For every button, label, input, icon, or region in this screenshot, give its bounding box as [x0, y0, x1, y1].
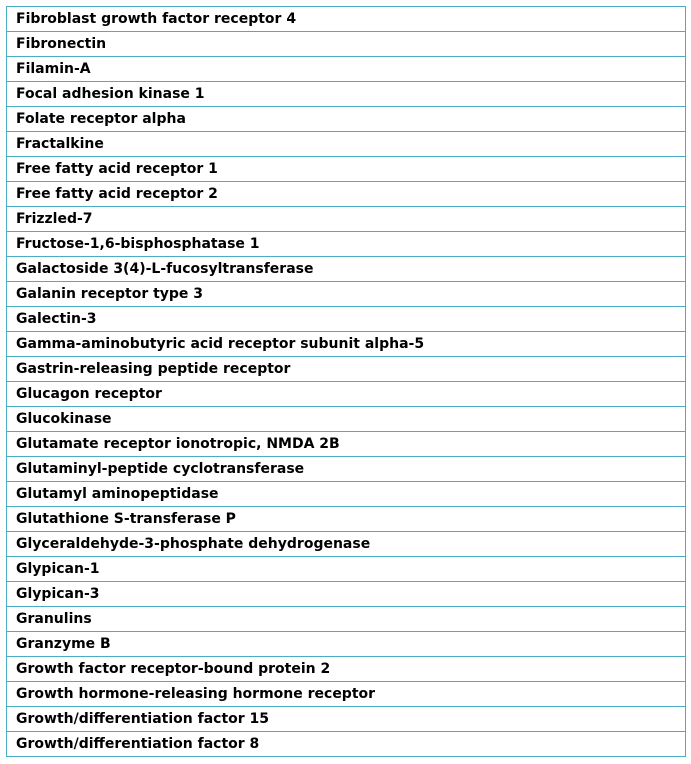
- table-row: [7, 657, 686, 682]
- table-row: [7, 207, 686, 232]
- table-row: [7, 582, 686, 607]
- table-row: [7, 282, 686, 307]
- protein-name-cell: Folate receptor alpha: [7, 107, 686, 132]
- protein-table-body: [7, 7, 686, 757]
- table-row: [7, 432, 686, 457]
- protein-name-cell: Galactoside 3(4)-L-fucosyltransferase: [7, 257, 686, 282]
- protein-name-cell: Growth factor receptor-bound protein 2: [7, 657, 686, 682]
- protein-name-cell: Glucagon receptor: [7, 382, 686, 407]
- protein-name-cell: Free fatty acid receptor 2: [7, 182, 686, 207]
- protein-name-cell: Growth/differentiation factor 15: [7, 707, 686, 732]
- table-row: [7, 457, 686, 482]
- protein-name-cell: Filamin-A: [7, 57, 686, 82]
- protein-table-container: [6, 6, 686, 757]
- table-row: [7, 557, 686, 582]
- table-row: [7, 107, 686, 132]
- protein-name-cell: Glypican-1: [7, 557, 686, 582]
- protein-name-cell: Frizzled-7: [7, 207, 686, 232]
- table-row: [7, 182, 686, 207]
- table-row: [7, 707, 686, 732]
- protein-name-cell: Fibroblast growth factor receptor 4: [7, 7, 686, 32]
- table-row: [7, 507, 686, 532]
- protein-name-cell: Granzyme B: [7, 632, 686, 657]
- table-row: [7, 532, 686, 557]
- protein-name-cell: Glutamyl aminopeptidase: [7, 482, 686, 507]
- table-row: [7, 57, 686, 82]
- table-row: [7, 732, 686, 757]
- table-row: [7, 482, 686, 507]
- table-row: [7, 682, 686, 707]
- table-row: [7, 382, 686, 407]
- table-row: [7, 132, 686, 157]
- protein-name-cell: Fibronectin: [7, 32, 686, 57]
- table-row: [7, 32, 686, 57]
- protein-name-cell: Glyceraldehyde-3-phosphate dehydrogenase: [7, 532, 686, 557]
- protein-name-cell: Glucokinase: [7, 407, 686, 432]
- table-row: [7, 607, 686, 632]
- protein-name-cell: Galanin receptor type 3: [7, 282, 686, 307]
- table-row: [7, 232, 686, 257]
- protein-name-cell: Galectin-3: [7, 307, 686, 332]
- protein-name-cell: Glutaminyl-peptide cyclotransferase: [7, 457, 686, 482]
- table-row: [7, 257, 686, 282]
- table-row: [7, 357, 686, 382]
- protein-name-cell: Growth hormone-releasing hormone receptor: [7, 682, 686, 707]
- protein-name-cell: Gastrin-releasing peptide receptor: [7, 357, 686, 382]
- protein-name-cell: Fractalkine: [7, 132, 686, 157]
- table-row: [7, 307, 686, 332]
- protein-name-cell: Fructose-1,6-bisphosphatase 1: [7, 232, 686, 257]
- protein-name-cell: Growth/differentiation factor 8: [7, 732, 686, 757]
- table-row: [7, 82, 686, 107]
- table-row: [7, 7, 686, 32]
- table-row: [7, 632, 686, 657]
- protein-name-cell: Glutathione S-transferase P: [7, 507, 686, 532]
- protein-name-cell: Glypican-3: [7, 582, 686, 607]
- table-row: [7, 157, 686, 182]
- protein-table: [6, 6, 686, 757]
- protein-name-cell: Focal adhesion kinase 1: [7, 82, 686, 107]
- protein-name-cell: Granulins: [7, 607, 686, 632]
- table-row: [7, 407, 686, 432]
- protein-name-cell: Glutamate receptor ionotropic, NMDA 2B: [7, 432, 686, 457]
- protein-name-cell: Gamma-aminobutyric acid receptor subunit alpha-5: [7, 332, 686, 357]
- protein-name-cell: Free fatty acid receptor 1: [7, 157, 686, 182]
- table-row: [7, 332, 686, 357]
